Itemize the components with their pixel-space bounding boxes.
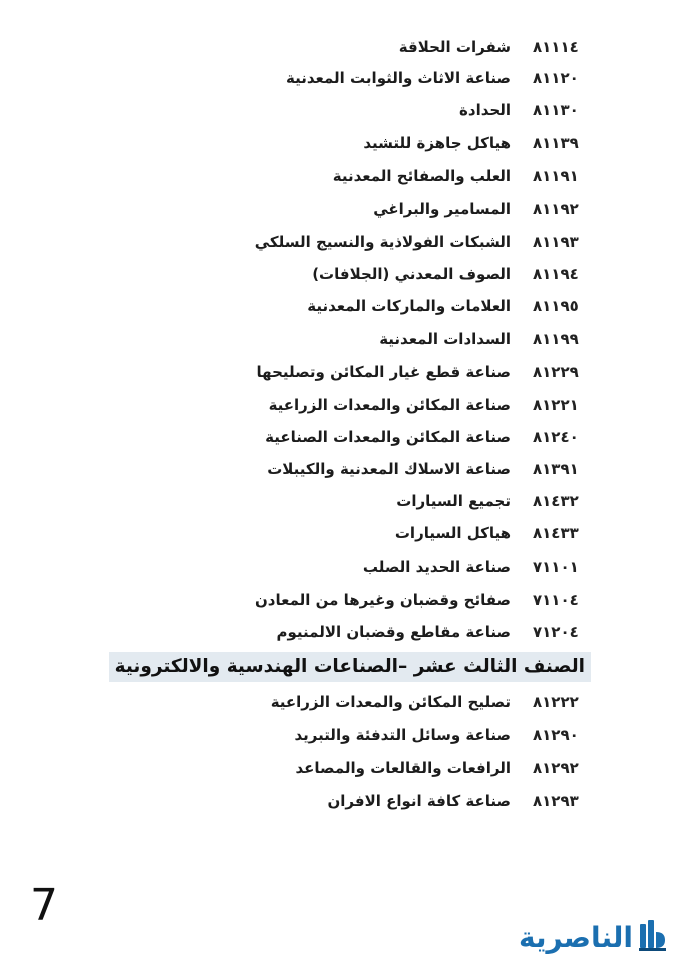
- list-item: [312, 260, 585, 288]
- entry-label: الشبكات الفولاذية والنسيج السلكي: [254, 233, 511, 251]
- entry-label: العلامات والماركات المعدنية: [307, 297, 511, 315]
- list-item: [265, 423, 585, 451]
- entry-code: ٨١١٢٠: [533, 69, 579, 87]
- entry-code: ٨١٢٢٩: [533, 363, 579, 381]
- entry-code: ٧١١٠١: [533, 558, 579, 576]
- entry-label: صناعة المكائن والمعدات الصناعية: [265, 428, 511, 446]
- entry-label: هياكل جاهزة للتشيد: [363, 134, 511, 152]
- entry-label: المسامير والبراغي: [373, 200, 511, 218]
- entry-code: ٨١١٣٠: [533, 101, 579, 119]
- entry-label: صناعة قطع غيار المكائن وتصليحها: [256, 363, 511, 381]
- list-item: [307, 292, 585, 320]
- entry-code: ٨١٣٩١: [533, 460, 579, 478]
- list-item: [257, 358, 585, 386]
- entry-code: ٨١٢٩٢: [533, 759, 579, 777]
- entry-code: ٧١٢٠٤: [533, 623, 579, 641]
- entry-label: صناعة الحديد الصلب: [362, 558, 511, 576]
- list-item: [363, 553, 585, 581]
- entry-code: ٨١١١٤: [533, 38, 579, 56]
- entry-code: ٨١٢٤٠: [533, 428, 579, 446]
- entry-label: صناعة كافة انواع الافران: [327, 792, 511, 810]
- entry-code: ٨١١٩٥: [533, 297, 579, 315]
- entry-code: ٨١١٣٩: [533, 134, 579, 152]
- entry-code: ٨١١٩٢: [533, 200, 579, 218]
- entry-code: ٨١٢٩٠: [533, 726, 579, 744]
- list-item: [269, 391, 585, 419]
- entry-label: تجميع السيارات: [396, 492, 511, 510]
- entry-label: الحدادة: [459, 101, 511, 119]
- entry-code: ٨١٢٩٣: [533, 792, 579, 810]
- entry-code: ٨١٤٣٢: [533, 492, 579, 510]
- entry-label: تصليح المكائن والمعدات الزراعية: [270, 693, 511, 711]
- entry-code: ٨١١٩٤: [533, 265, 579, 283]
- list-item: [459, 96, 585, 124]
- list-item: [399, 33, 585, 61]
- entry-label: الرافعات والقالعات والمصاعد: [295, 759, 511, 777]
- list-item: [286, 64, 585, 92]
- page-number: 7: [30, 880, 58, 931]
- list-item: [333, 162, 585, 190]
- entry-code: ٧١١٠٤: [533, 591, 579, 609]
- entry-label: شفرات الحلاقة: [398, 38, 511, 56]
- entry-code: ٨١٢٢٢: [533, 693, 579, 711]
- entry-label: الصوف المعدني (الجلافات): [312, 265, 511, 283]
- site-logo: [519, 918, 667, 956]
- entry-label: صناعة الاثاث والثوابت المعدنية: [286, 69, 511, 87]
- list-item: [267, 455, 585, 483]
- list-item: [294, 721, 585, 749]
- list-item: [327, 787, 585, 815]
- list-item: [255, 228, 585, 256]
- section-heading: الصنف الثالث عشر –الصناعات الهندسية والالكترونية: [109, 652, 591, 682]
- entry-label: صناعة مقاطع وقضبان الالمنيوم: [276, 623, 511, 641]
- entry-label: العلب والصفائح المعدنية: [332, 167, 511, 185]
- list-item: [296, 754, 586, 782]
- logo-text: الناصرية: [518, 920, 633, 954]
- logo-emblem-icon: [637, 918, 667, 956]
- entry-code: ٨١٤٣٣: [533, 524, 579, 542]
- list-item: [395, 519, 585, 547]
- entry-label: صناعة وسائل التدفئة والتبريد: [294, 726, 511, 744]
- list-item: [271, 688, 585, 716]
- entry-code: ٨١١٩٣: [533, 233, 579, 251]
- entry-label: صناعة المكائن والمعدات الزراعية: [268, 396, 511, 414]
- entry-label: صناعة الاسلاك المعدنية والكيبلات: [267, 460, 511, 478]
- entry-label: هياكل السيارات: [394, 524, 511, 542]
- list-item: [379, 325, 585, 353]
- list-item: [396, 487, 585, 515]
- entry-code: ٨١١٩١: [533, 167, 579, 185]
- entry-code: ٨١٢٢١: [533, 396, 579, 414]
- list-item: [373, 195, 585, 223]
- entry-label: السدادات المعدنية: [379, 330, 511, 348]
- entry-code: ٨١١٩٩: [533, 330, 579, 348]
- list-item: [277, 618, 585, 646]
- list-item: [255, 586, 585, 614]
- list-item: [363, 129, 585, 157]
- entry-label: صفائح وقضبان وغيرها من المعادن: [254, 591, 511, 609]
